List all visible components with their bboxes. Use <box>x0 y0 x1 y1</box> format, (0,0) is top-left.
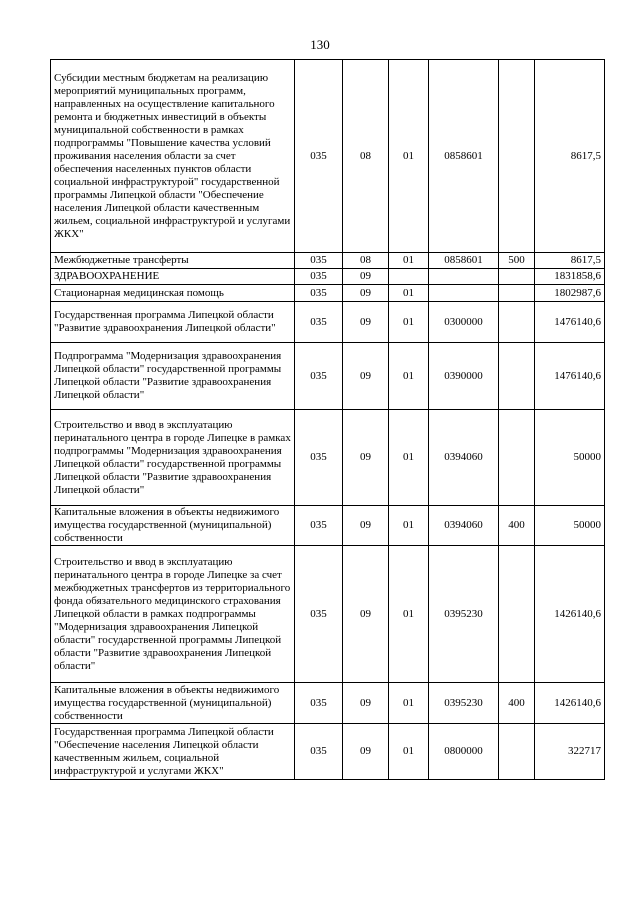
ministry-code: 035 <box>295 724 343 780</box>
ministry-code: 035 <box>295 546 343 683</box>
expense-type-code <box>499 724 535 780</box>
target-code: 0858601 <box>429 253 499 269</box>
section-code: 08 <box>343 253 389 269</box>
amount: 1476140,6 <box>535 343 605 410</box>
subsection-code: 01 <box>389 343 429 410</box>
expense-type-code <box>499 285 535 302</box>
ministry-code: 035 <box>295 60 343 253</box>
row-name: Межбюджетные трансферты <box>51 253 295 269</box>
ministry-code: 035 <box>295 302 343 343</box>
page-number: 130 <box>310 37 330 52</box>
table-row <box>51 302 605 343</box>
amount: 50000 <box>535 410 605 506</box>
target-code: 0858601 <box>429 60 499 253</box>
subsection-code <box>389 269 429 285</box>
section-code: 09 <box>343 410 389 506</box>
amount: 1426140,6 <box>535 546 605 683</box>
budget-table <box>50 59 605 780</box>
target-code: 0800000 <box>429 724 499 780</box>
table-row <box>51 724 605 780</box>
expense-type-code <box>499 60 535 253</box>
row-name: Строительство и ввод в эксплуатацию перинатального центра в городе Липецке в рамках подпрограммы "Модернизация здравоохранения Липецкой области" государственной программы Липецкой области "Развитие здравоохранения Липецкой области" <box>51 410 295 506</box>
section-code: 09 <box>343 285 389 302</box>
target-code <box>429 269 499 285</box>
subsection-code: 01 <box>389 546 429 683</box>
section-code: 09 <box>343 724 389 780</box>
target-code: 0395230 <box>429 546 499 683</box>
ministry-code: 035 <box>295 269 343 285</box>
target-code <box>429 285 499 302</box>
subsection-code: 01 <box>389 60 429 253</box>
table-row <box>51 506 605 546</box>
table-row <box>51 285 605 302</box>
table-row <box>51 546 605 683</box>
section-code: 09 <box>343 269 389 285</box>
section-code: 09 <box>343 343 389 410</box>
table-row <box>51 60 605 253</box>
expense-type-code <box>499 269 535 285</box>
section-code: 08 <box>343 60 389 253</box>
table-row <box>51 269 605 285</box>
section-code: 09 <box>343 546 389 683</box>
subsection-code: 01 <box>389 285 429 302</box>
amount: 50000 <box>535 506 605 546</box>
subsection-code: 01 <box>389 410 429 506</box>
amount: 1426140,6 <box>535 683 605 724</box>
target-code: 0394060 <box>429 506 499 546</box>
table-row <box>51 683 605 724</box>
expense-type-code: 400 <box>499 683 535 724</box>
row-name: Капитальные вложения в объекты недвижимого имущества государственной (муниципальной) собственности <box>51 683 295 724</box>
amount: 1831858,6 <box>535 269 605 285</box>
target-code: 0300000 <box>429 302 499 343</box>
subsection-code: 01 <box>389 683 429 724</box>
amount: 322717 <box>535 724 605 780</box>
expense-type-code: 400 <box>499 506 535 546</box>
table-row <box>51 410 605 506</box>
amount: 8617,5 <box>535 253 605 269</box>
ministry-code: 035 <box>295 506 343 546</box>
amount: 1802987,6 <box>535 285 605 302</box>
table-row <box>51 253 605 269</box>
expense-type-code <box>499 302 535 343</box>
expense-type-code <box>499 410 535 506</box>
row-name: Государственная программа Липецкой области "Обеспечение населения Липецкой области качественным жильем, социальной инфраструктурой и услугами ЖКХ" <box>51 724 295 780</box>
row-name: Подпрограмма "Модернизация здравоохранения Липецкой области" государственной программы Липецкой области "Развитие здравоохранения Липецкой области" <box>51 343 295 410</box>
ministry-code: 035 <box>295 343 343 410</box>
target-code: 0390000 <box>429 343 499 410</box>
row-name: Капитальные вложения в объекты недвижимого имущества государственной (муниципальной) собственности <box>51 506 295 546</box>
amount: 1476140,6 <box>535 302 605 343</box>
ministry-code: 035 <box>295 253 343 269</box>
section-code: 09 <box>343 302 389 343</box>
row-name: Стационарная медицинская помощь <box>51 285 295 302</box>
budget-table-body <box>51 60 605 780</box>
expense-type-code <box>499 546 535 683</box>
subsection-code: 01 <box>389 724 429 780</box>
target-code: 0395230 <box>429 683 499 724</box>
row-name: ЗДРАВООХРАНЕНИЕ <box>51 269 295 285</box>
ministry-code: 035 <box>295 285 343 302</box>
expense-type-code <box>499 343 535 410</box>
subsection-code: 01 <box>389 253 429 269</box>
section-code: 09 <box>343 683 389 724</box>
row-name: Строительство и ввод в эксплуатацию перинатального центра в городе Липецке за счет межбюджетных трансфертов из территориального фонда обязательного медицинского страхования Липецкой области в рамках подпрограммы "Модернизация здравоохранения Липецкой области" государственной программы Липецкой области "Развитие здравоохранения Липецкой области" <box>51 546 295 683</box>
amount: 8617,5 <box>535 60 605 253</box>
row-name: Государственная программа Липецкой области "Развитие здравоохранения Липецкой области" <box>51 302 295 343</box>
table-row <box>51 343 605 410</box>
subsection-code: 01 <box>389 302 429 343</box>
expense-type-code: 500 <box>499 253 535 269</box>
ministry-code: 035 <box>295 410 343 506</box>
subsection-code: 01 <box>389 506 429 546</box>
section-code: 09 <box>343 506 389 546</box>
target-code: 0394060 <box>429 410 499 506</box>
ministry-code: 035 <box>295 683 343 724</box>
row-name: Субсидии местным бюджетам на реализацию мероприятий муниципальных программ, направленных на осуществление капитального ремонта и бюджетных инвестиций в объекты муниципальной собственности в рамках подпрограммы "Повышение качества условий проживания населения области за счет обеспечения населенных пунктов области социальной инфраструктурой" государственной программы Липецкой области "Обеспечение населения Липецкой области качественным жильем, социальной инфраструктурой и услугами ЖКХ" <box>51 60 295 253</box>
